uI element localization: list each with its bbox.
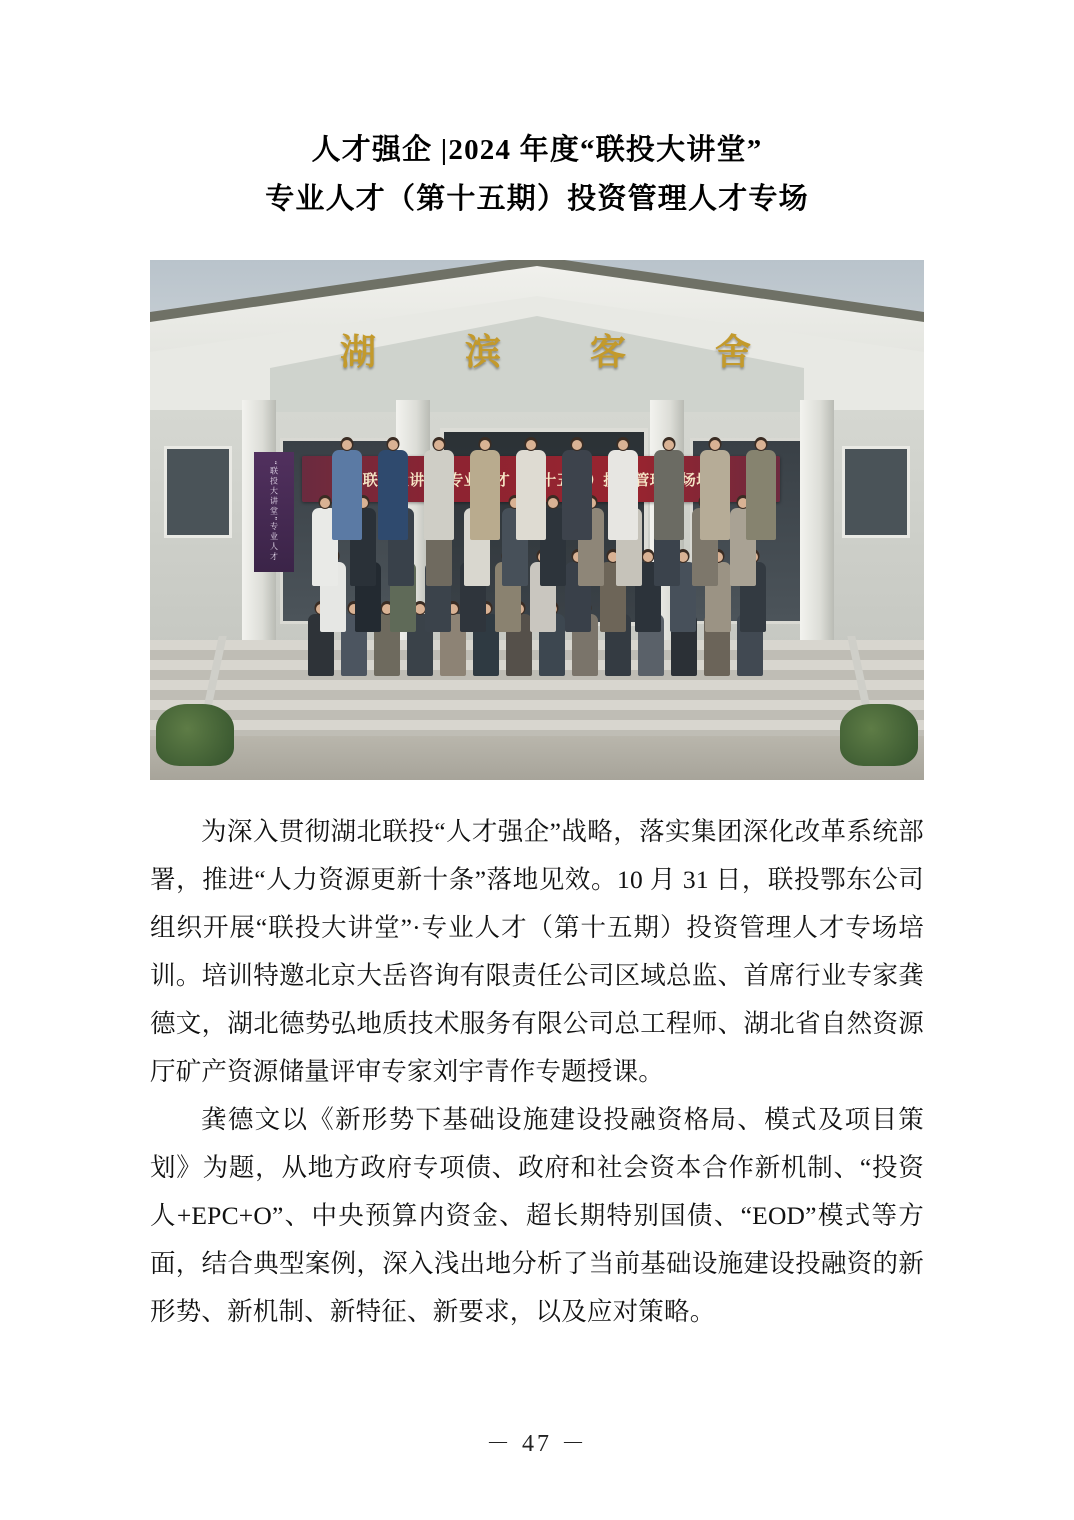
pillar-4: [800, 400, 834, 675]
title-line-1: 人才强企 |2024 年度“联投大讲堂”: [311, 134, 763, 166]
person-face: [526, 440, 536, 450]
shrub-left: [156, 704, 234, 766]
person: [424, 450, 454, 540]
paragraph-2: 龚德文以《新形势下基础设施建设投融资格局、模式及项目策划》为题，从地方政府专项债、政府和社会资本合作新机制、“投资人+EPC+O”、中央预算内资金、超长期特别国债、“EOD”模式等方面，结合典型案例，深入浅出地分析了当前基础设施建设投融资的新形势、新机制、新特征、新要求，以及应对策略。: [150, 1105, 924, 1326]
group-photo: [150, 260, 924, 780]
shrub-right: [840, 704, 918, 766]
person: [608, 450, 638, 540]
person-face: [480, 440, 490, 450]
article-body: [150, 808, 924, 1336]
person-face: [618, 440, 628, 450]
person: [562, 450, 592, 540]
person: [746, 450, 776, 540]
person-face: [548, 498, 558, 508]
person: [378, 450, 408, 540]
person: [700, 450, 730, 540]
person: [470, 450, 500, 540]
ground-pavement: [150, 736, 924, 780]
person: [332, 450, 362, 540]
person: [516, 450, 546, 540]
person-face: [572, 440, 582, 450]
paragraph-1: 为深入贯彻湖北联投“人才强企”战略，落实集团深化改革系统部署，推进“人力资源更新十条”落地见效。10 月 31 日，联投鄂东公司组织开展“联投大讲堂”·专业人才（第十五期）投资管理人才专场培训。培训特邀北京大岳咨询有限责任公司区域总监、首席行业专家龚德文，湖北德势弘地质技术服务有限公司总工程师、湖北省自然资源厅矿产资源储量评审专家刘宇青作专题授课。: [150, 817, 924, 1086]
person: [654, 450, 684, 540]
person-face: [434, 440, 444, 450]
person-face: [388, 440, 398, 450]
person-face: [643, 552, 653, 562]
title-line-2: 专业人才（第十五期）投资管理人才专场: [265, 183, 809, 215]
building-sign-text: 湖 滨 客 舍: [340, 332, 792, 372]
window-left: [164, 446, 232, 538]
side-banner-text: “联投大讲堂”专业人才: [254, 452, 294, 572]
people-group: [298, 468, 788, 728]
page-number: － 47 －: [486, 1431, 588, 1457]
person-face: [664, 440, 674, 450]
page-title: [150, 0, 924, 224]
window-right: [842, 446, 910, 538]
person-face: [756, 440, 766, 450]
person-face: [710, 440, 720, 450]
person-face: [320, 498, 330, 508]
person-face: [342, 440, 352, 450]
person-face: [415, 604, 425, 614]
